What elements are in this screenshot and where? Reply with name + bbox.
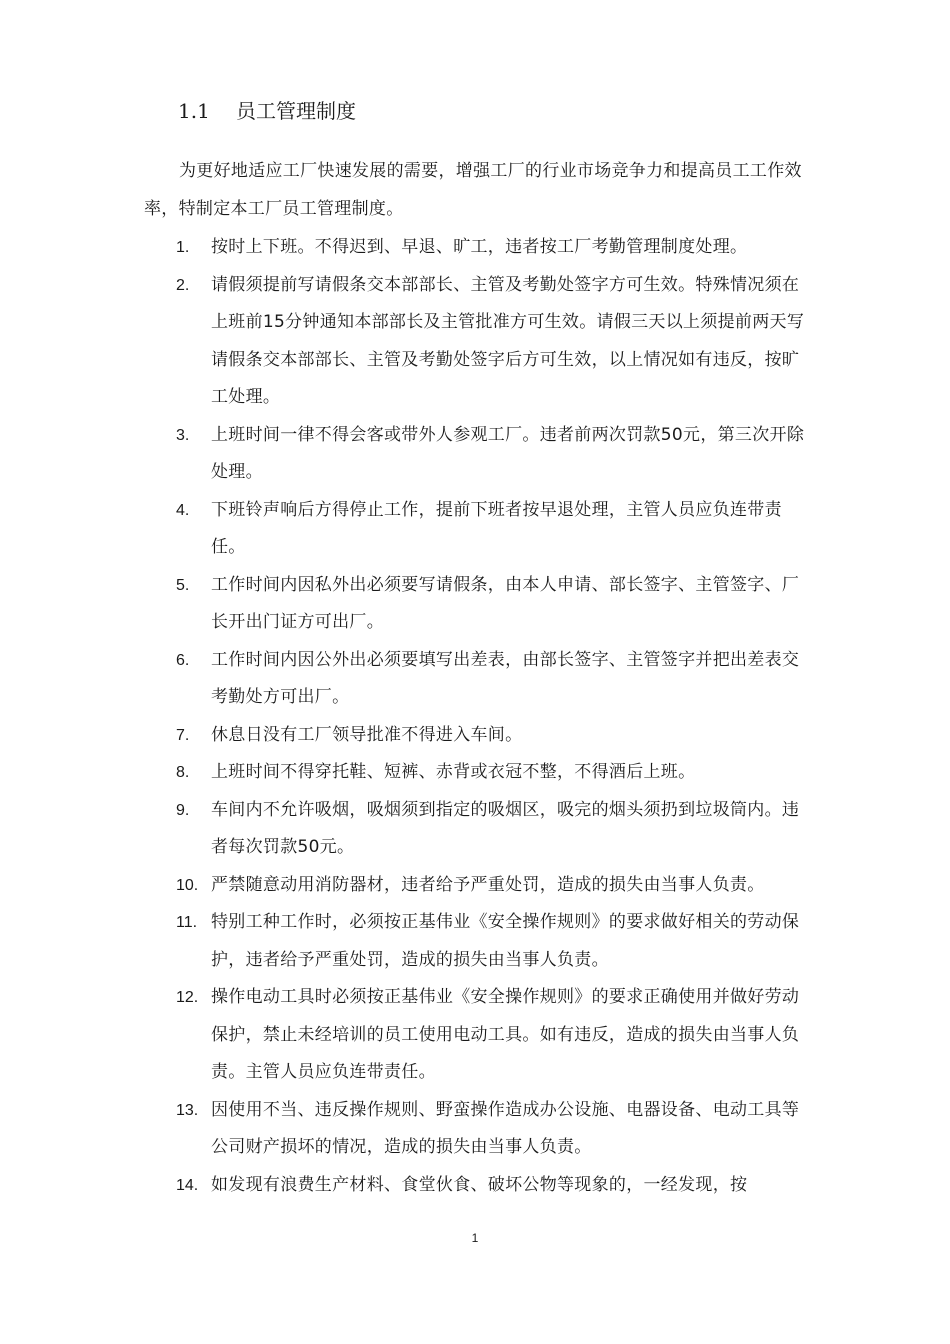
list-item-text: 休息日没有工厂领导批准不得进入车间。: [211, 724, 523, 745]
list-item: [0, 1167, 950, 1205]
list-item: [0, 417, 950, 492]
list-item-text: 工作时间内因公外出必须要填写出差表，由部长签字、主管签字并把出差表交考勤处方可出厂。: [211, 649, 800, 707]
list-item-number: 11.: [176, 914, 198, 931]
list-item: [0, 642, 950, 717]
list-item-number: 1.: [176, 239, 190, 256]
list-item: [0, 754, 950, 792]
rules-list: [0, 229, 950, 1204]
list-item: [0, 1092, 950, 1167]
list-item-number: 8.: [176, 764, 190, 781]
list-item-text: 上班时间一律不得会客或带外人参观工厂。违者前两次罚款50元，第三次开除处理。: [211, 424, 805, 482]
list-item-number: 3.: [176, 426, 190, 444]
list-item: [0, 904, 950, 979]
list-item: [0, 567, 950, 642]
list-item: [0, 717, 950, 755]
list-item-text: 操作电动工具时必须按正基伟业《安全操作规则》的要求正确使用并做好劳动保护，禁止未经培训的员工使用电动工具。如有违反，造成的损失由当事人负责。主管人员应负连带责任。: [211, 987, 800, 1082]
list-item: [0, 267, 950, 417]
list-item: [0, 979, 950, 1092]
list-item-number: 9.: [176, 801, 190, 819]
list-item-text: 上班时间不得穿托鞋、短裤、赤背或衣冠不整，不得酒后上班。: [211, 762, 696, 782]
list-item-text: 下班铃声响后方得停止工作，提前下班者按早退处理，主管人员应负连带责任。: [211, 499, 782, 557]
page-number: 1: [471, 1231, 479, 1245]
list-item-number: 12.: [176, 989, 199, 1006]
section-number: 1.1: [178, 99, 210, 123]
list-item-number: 14.: [176, 1176, 199, 1194]
list-item-text: 如发现有浪费生产材料、食堂伙食、破坏公物等现象的，一经发现，按: [211, 1174, 748, 1195]
section-heading: [178, 96, 356, 126]
list-item-number: 5.: [176, 576, 190, 594]
list-item-number: 6.: [176, 651, 190, 669]
list-item-text: 车间内不允许吸烟，吸烟须到指定的吸烟区，吸完的烟头须扔到垃圾筒内。违者每次罚款50元。: [211, 799, 800, 857]
list-item: [0, 792, 950, 867]
list-item: [0, 229, 950, 267]
list-item-text: 因使用不当、违反操作规则、野蛮操作造成办公设施、电器设备、电动工具等公司财产损坏的情况，造成的损失由当事人负责。: [211, 1099, 800, 1157]
list-item-text: 严禁随意动用消防器材，违者给予严重处罚，造成的损失由当事人负责。: [211, 874, 765, 895]
list-item-number: 7.: [176, 726, 190, 744]
list-item-text: 请假须提前写请假条交本部部长、主管及考勤处签字方可生效。特殊情况须在上班前15分钟通知本部部长及主管批准方可生效。请假三天以上须提前两天写请假条交本部部长、主管及考勤处签字后方可生效，以上情况如有违反，按旷工处理。: [211, 274, 805, 407]
list-item: [0, 492, 950, 567]
list-item-number: 13.: [176, 1101, 199, 1119]
intro-paragraph: 为更好地适应工厂快速发展的需要，增强工厂的行业市场竞争力和提高员工工作效率，特制定本工厂员工管理制度。: [144, 161, 802, 219]
list-item-text: 工作时间内因私外出必须要写请假条，由本人申请、部长签字、主管签字、厂长开出门证方可出厂。: [211, 574, 800, 632]
list-item-text: 按时上下班。不得迟到、早退、旷工，违者按工厂考勤管理制度处理。: [211, 237, 748, 257]
list-item: [0, 867, 950, 905]
list-item-number: 4.: [176, 501, 190, 519]
list-item-text: 特别工种工作时，必须按正基伟业《安全操作规则》的要求做好相关的劳动保护，违者给予严重处罚，造成的损失由当事人负责。: [211, 912, 800, 970]
list-item-number: 2.: [176, 276, 190, 294]
list-item-number: 10.: [176, 876, 199, 894]
section-title: 员工管理制度: [236, 99, 356, 123]
